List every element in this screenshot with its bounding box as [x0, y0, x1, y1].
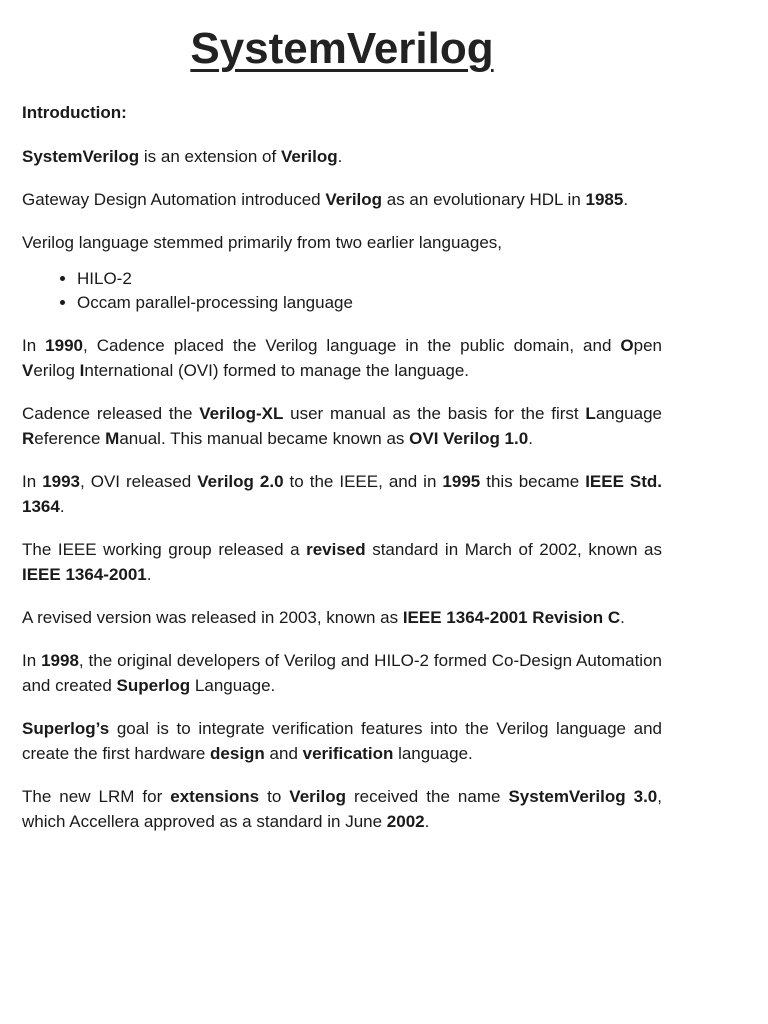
text-run: , Cadence placed the Verilog language in the public domain, and — [83, 336, 621, 355]
text-run: In — [22, 336, 46, 355]
text-run: . — [620, 608, 625, 627]
bold-text: revised — [306, 540, 366, 559]
text-run: The new LRM for — [22, 787, 171, 806]
bold-text: extensions — [170, 787, 260, 806]
bold-text: IEEE 1364-2001 Revision C — [402, 608, 621, 627]
text-run: The IEEE working group released a — [22, 540, 307, 559]
paragraph — [22, 716, 662, 766]
text-run: . — [528, 429, 533, 448]
bold-text: 1985 — [585, 190, 624, 209]
bold-text: SystemVerilog — [22, 147, 140, 166]
text-run: as an evolutionary HDL in — [382, 190, 586, 209]
text-run: to — [259, 787, 290, 806]
list-item: • HILO-2 — [77, 267, 662, 291]
text-run: erilog — [33, 361, 80, 380]
paragraph — [22, 401, 662, 451]
text-run: to the IEEE, and in — [283, 472, 443, 491]
bold-text: SystemVerilog 3.0 — [508, 787, 658, 806]
text-run: language. — [393, 744, 473, 763]
text-run: this became — [480, 472, 586, 491]
bold-text: IEEE Std. 1364 — [22, 472, 663, 516]
paragraph — [22, 144, 662, 169]
bold-text: V — [22, 361, 34, 380]
paragraph — [22, 333, 662, 383]
bold-text: Verilog — [289, 787, 346, 806]
bold-text: Verilog — [325, 190, 383, 209]
list-item: • Occam parallel-processing language — [77, 291, 662, 315]
text-run: , OVI released — [80, 472, 198, 491]
bold-text: 1995 — [442, 472, 481, 491]
bold-text: L — [585, 404, 596, 423]
paragraph — [22, 187, 662, 212]
bold-text: 1990 — [45, 336, 83, 355]
document-body — [22, 100, 662, 852]
bold-text: Verilog 2.0 — [197, 472, 284, 491]
text-run: anual. This manual became known as — [119, 429, 410, 448]
bold-text: O — [620, 336, 634, 355]
paragraph — [22, 605, 662, 630]
text-run: Language. — [190, 676, 276, 695]
text-run: , which Accellera approved as a standard in June — [22, 787, 662, 831]
paragraph — [22, 537, 662, 587]
text-run: is an extension of — [139, 147, 281, 166]
bold-text: R — [22, 429, 35, 448]
text-run: received the name — [345, 787, 509, 806]
text-run: Verilog language stemmed primarily from two earlier languages, — [22, 233, 503, 252]
text-run: . — [623, 190, 629, 209]
bold-text: design — [210, 744, 265, 763]
bold-text: OVI Verilog 1.0 — [409, 429, 529, 448]
page-title: SystemVerilog — [190, 24, 494, 73]
text-run: In — [22, 651, 42, 670]
text-run: . — [337, 147, 343, 166]
paragraph — [22, 784, 662, 834]
text-run: Cadence released the — [22, 404, 200, 423]
paragraph — [22, 230, 662, 255]
bold-text: M — [105, 429, 120, 448]
text-run: eference — [34, 429, 106, 448]
bold-text: 1998 — [41, 651, 79, 670]
text-run: anguage — [595, 404, 662, 423]
text-run: , the original developers of Verilog and HILO-2 formed Co-Design Automation and created — [22, 651, 662, 695]
bold-text: Verilog — [280, 147, 338, 166]
text-run: A revised version was released in 2003, known as — [22, 608, 403, 627]
bold-text: Superlog’s — [22, 719, 110, 738]
text-run: . — [146, 565, 152, 584]
text-run: standard in March of 2002, known as — [365, 540, 662, 559]
text-run: and — [264, 744, 303, 763]
bold-text: Superlog — [116, 676, 191, 695]
text-run: Gateway Design Automation introduced — [22, 190, 326, 209]
text-run: goal is to integrate verification features into the Verilog language and create the first hardware — [22, 719, 662, 763]
text-run: nternational (OVI) formed to manage the language. — [84, 361, 470, 380]
bold-text: verification — [302, 744, 394, 763]
text-run: In — [22, 472, 43, 491]
bold-text: Verilog-XL — [199, 404, 284, 423]
text-run: . — [424, 812, 430, 831]
bold-text: I — [79, 361, 85, 380]
text-run: pen — [633, 336, 662, 355]
bullet-list — [22, 267, 662, 315]
text-run: user manual as the basis for the first — [283, 404, 586, 423]
bold-text: 1993 — [42, 472, 81, 491]
paragraph — [22, 469, 662, 519]
text-run: . — [59, 497, 65, 516]
paragraph — [22, 648, 662, 698]
section-heading: Introduction: — [22, 103, 127, 122]
bold-text: IEEE 1364-2001 — [22, 565, 147, 584]
bold-text: 2002 — [386, 812, 425, 831]
